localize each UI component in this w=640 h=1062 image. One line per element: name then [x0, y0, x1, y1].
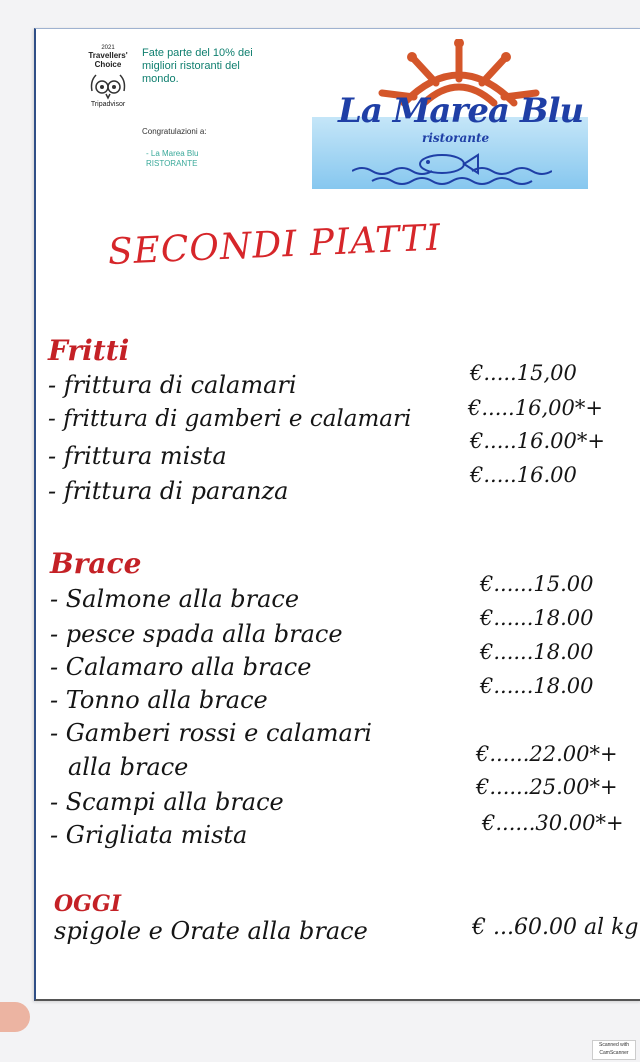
badge-award: Travellers' Choice	[88, 51, 128, 69]
scanner-line-1: Scanned with	[598, 1042, 630, 1048]
menu-item: - frittura di gamberi e calamari	[48, 406, 412, 432]
menu-price: €......22.00*+	[476, 742, 618, 766]
menu-item: - Scampi alla brace	[50, 788, 284, 816]
menu-item: - Gamberi rossi e calamari	[50, 719, 372, 747]
badge-restaurant: - La Marea Blu RISTORANTE	[146, 149, 199, 168]
menu-price: €.....16,00*+	[468, 396, 603, 420]
menu-item: - Calamaro alla brace	[50, 653, 312, 681]
scanner-line-2: CamScanner	[599, 1050, 629, 1056]
tripadvisor-badge	[76, 45, 140, 108]
badge-brand: Tripadvisor	[90, 101, 126, 108]
waves-icon	[352, 163, 552, 189]
menu-item: - Salmone alla brace	[50, 585, 300, 613]
badge-congrats: Congratulazioni a:	[142, 127, 207, 136]
logo-subtitle: ristorante	[422, 131, 490, 145]
page-title: SECONDI PIATTI	[107, 217, 442, 273]
menu-price: €......30.00*+	[482, 811, 624, 835]
menu-price: €.....15,00	[470, 361, 577, 385]
section-title-oggi: OGGI	[54, 891, 122, 917]
section-title-brace: Brace	[50, 547, 142, 580]
menu-item: - Tonno alla brace	[50, 686, 268, 714]
menu-price: €......18.00	[480, 640, 594, 664]
menu-item: - frittura di paranza	[48, 477, 289, 505]
menu-price: € ...60.00 al kg	[472, 915, 639, 940]
restaurant-logo	[312, 39, 588, 191]
badge-year: 2021	[101, 45, 115, 51]
section-title-fritti: Fritti	[48, 334, 130, 367]
tripadvisor-owl-icon	[88, 71, 128, 101]
menu-item: - frittura mista	[48, 442, 227, 470]
menu-item: - Grigliata mista	[50, 821, 248, 849]
menu-item: spigole e Orate alla brace	[54, 917, 368, 945]
decorative-plant	[0, 1002, 30, 1032]
menu-price: €.....16.00	[470, 463, 577, 487]
logo-name: La Marea Blu	[338, 91, 584, 131]
menu-price: €......25.00*+	[476, 775, 618, 799]
menu-price: €.....16.00*+	[470, 429, 605, 453]
menu-page	[34, 28, 640, 1001]
menu-item: - pesce spada alla brace	[50, 620, 343, 648]
menu-price: €......18.00	[480, 606, 594, 630]
menu-price: €......15.00	[480, 572, 594, 596]
menu-price: €......18.00	[480, 674, 594, 698]
scanner-watermark	[592, 1040, 636, 1060]
menu-item: - frittura di calamari	[48, 371, 297, 399]
badge-text: Fate parte del 10% dei migliori ristoranti del mondo.	[142, 47, 253, 85]
menu-item-continuation: alla brace	[68, 753, 189, 781]
